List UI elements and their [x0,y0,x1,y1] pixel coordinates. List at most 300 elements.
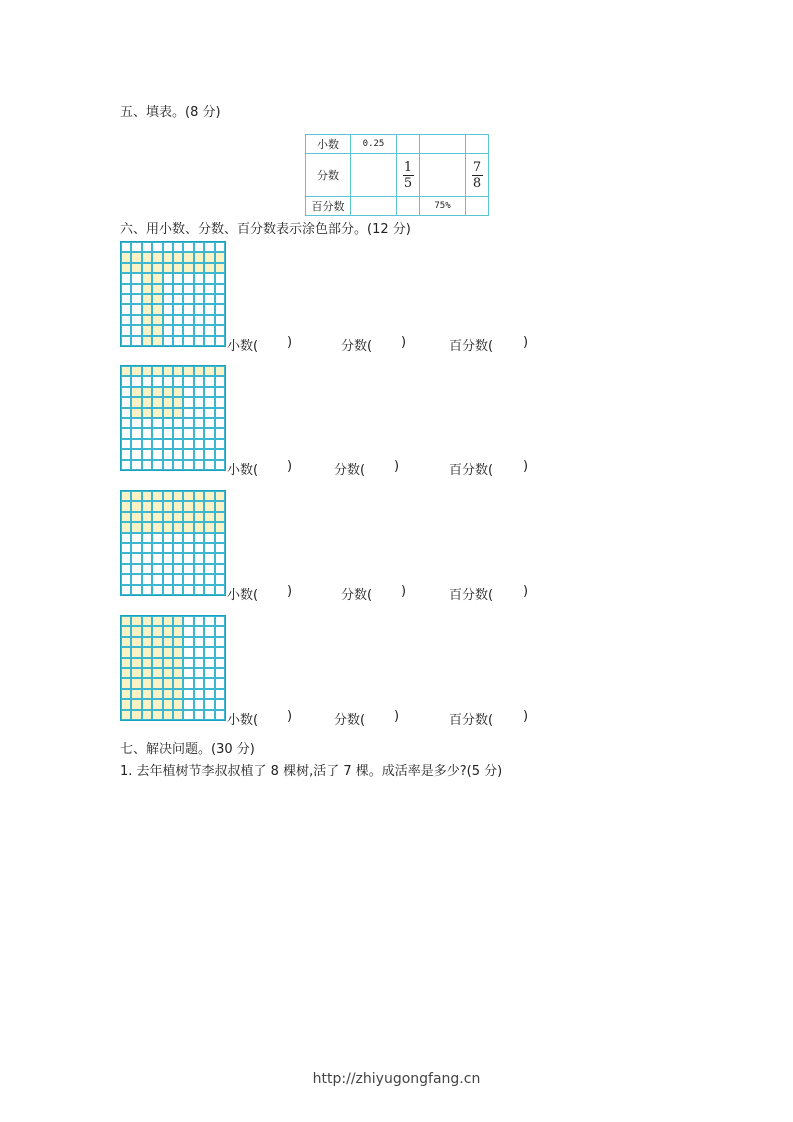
grid-cell [152,616,162,626]
hundred-grid-4 [120,615,226,721]
fraction-label: 分数( [334,713,366,728]
grid-cell [215,616,225,626]
grid-cell [173,574,183,584]
grid-cell [204,522,214,532]
grid-cell [173,501,183,511]
grid-cell [121,522,131,532]
grid-cell [183,408,193,418]
grid-cell [194,668,204,678]
grid-cell [131,668,141,678]
grid-cell [131,252,141,262]
grid-cell [142,336,152,346]
fraction-close: ) [394,459,400,474]
grid-cell [142,242,152,252]
grid-cell [142,626,152,636]
grid-cell [121,710,131,720]
grid-cell [121,491,131,501]
grid-cell [173,336,183,346]
grid-cell [131,564,141,574]
grid-cell [173,304,183,314]
grid-cell [194,647,204,657]
decimal-label: 小数( [227,463,259,478]
grid-cell [131,336,141,346]
grid-cell [121,376,131,386]
grid-cell [215,428,225,438]
grid-cell [142,408,152,418]
grid-cell [204,647,214,657]
grid-cell [163,242,173,252]
hundred-grid-3 [120,490,226,596]
grid-cell [121,273,131,283]
grid-cell [163,408,173,418]
fraction-label: 分数( [341,588,373,603]
grid-cell [194,512,204,522]
grid-cell [152,418,162,428]
grid-cell [142,397,152,407]
grid-cell [152,658,162,668]
grid-cell [131,637,141,647]
grid-cell [152,294,162,304]
grid-cell [173,491,183,501]
grid-cell [142,325,152,335]
grid-cell [142,376,152,386]
grid-cell [163,366,173,376]
grid-cell [131,678,141,688]
grid-cell [194,387,204,397]
grid-cell [215,460,225,470]
grid-cell [215,678,225,688]
grid-cell [173,699,183,709]
grid-cell [183,616,193,626]
grid-cell [163,637,173,647]
grid-cell [215,564,225,574]
grid-cell [121,263,131,273]
grid-cell [131,408,141,418]
grid-cell [204,263,214,273]
grid-cell [152,512,162,522]
grid-cell [204,273,214,283]
grid-cell [163,574,173,584]
grid-cell [204,428,214,438]
grid-cell [131,491,141,501]
grid-cell [194,325,204,335]
grid-cell [152,533,162,543]
grid-cell [152,710,162,720]
grid-cell [131,263,141,273]
grid-cell [183,699,193,709]
row-header-percent: 百分数 [306,197,351,216]
grid-cell [194,553,204,563]
grid-cell [215,304,225,314]
grid-cell [121,574,131,584]
grid-cell [121,460,131,470]
percent-close: ) [523,584,529,599]
grid-cell [194,678,204,688]
grid-cell [152,689,162,699]
grid-cell [215,553,225,563]
hundred-grid-2 [120,365,226,471]
grid-cell [204,387,214,397]
grid-cell [121,658,131,668]
grid-cell [131,626,141,636]
grid-cell [121,512,131,522]
grid-cell [183,637,193,647]
grid-cell [194,689,204,699]
section6-title: 六、用小数、分数、百分数表示涂色部分。(12 分) [120,222,411,237]
grid-cell [131,647,141,657]
grid-cell [183,501,193,511]
fraction-denominator: 5 [403,175,413,191]
grid-cell [131,710,141,720]
grid-cell [204,242,214,252]
grid-cell [173,647,183,657]
grid-cell [204,585,214,595]
percent-label: 百分数( [449,463,494,478]
grid-cell [131,376,141,386]
grid-cell [215,512,225,522]
grid-cell [152,397,162,407]
grid-cell [142,449,152,459]
grid-cell [194,574,204,584]
grid-cell [163,678,173,688]
grid-cell [173,397,183,407]
grid-cell [121,336,131,346]
grid-cell [131,366,141,376]
grid-cell [152,325,162,335]
grid-cell [204,460,214,470]
grid-cell [173,710,183,720]
grid-cell [152,252,162,262]
grid-cell [121,533,131,543]
grid-cell [204,710,214,720]
cell-percent-4[interactable] [466,197,489,216]
grid-cell [173,522,183,532]
grid-cell [121,543,131,553]
grid-cell [152,242,162,252]
grid-cell [163,564,173,574]
grid-cell [131,418,141,428]
grid-cell [131,553,141,563]
grid-cell [204,616,214,626]
fraction-numerator: 7 [472,159,482,175]
grid-cell [173,252,183,262]
cell-decimal-2[interactable] [397,135,420,154]
grid-cell [121,325,131,335]
grid-cell [142,668,152,678]
grid-cell [204,366,214,376]
grid-cell [194,637,204,647]
grid-cell [152,273,162,283]
grid-cell [183,522,193,532]
grid-cell [131,658,141,668]
grid-cell [142,501,152,511]
grid-cell [215,501,225,511]
grid-cell [163,263,173,273]
grid-cell [163,325,173,335]
grid-cell [163,304,173,314]
grid-cell [173,678,183,688]
grid-cell [173,242,183,252]
decimal-label: 小数( [227,588,259,603]
grid-cell [183,273,193,283]
grid-cell [163,294,173,304]
grid-cell [142,252,152,262]
grid-cell [215,689,225,699]
grid-cell [183,263,193,273]
grid-cell [183,574,193,584]
grid-cell [183,418,193,428]
grid-cell [142,564,152,574]
grid-cell [183,543,193,553]
grid-cell [152,522,162,532]
grid-cell [194,284,204,294]
table-row-percent [306,197,489,216]
grid-cell [163,543,173,553]
grid-cell [204,491,214,501]
grid-cell [121,585,131,595]
grid-cell [173,564,183,574]
grid-cell [142,263,152,273]
grid-cell [173,418,183,428]
fraction-label: 分数( [334,463,366,478]
grid-cell [131,512,141,522]
grid-cell [215,647,225,657]
grid-cell [194,408,204,418]
grid-cell [152,315,162,325]
grid-cell [183,336,193,346]
grid-cell [121,439,131,449]
decimal-close: ) [287,709,293,724]
grid-cell [121,366,131,376]
grid-cell [215,637,225,647]
grid-cell [173,273,183,283]
grid-cell [121,501,131,511]
grid-cell [163,491,173,501]
grid-cell [194,460,204,470]
grid-cell [204,284,214,294]
grid-cell [142,460,152,470]
grid-cell [152,439,162,449]
row-header-fraction: 分数 [306,154,351,197]
grid-cell [152,564,162,574]
grid-cell [204,543,214,553]
grid-cell [152,699,162,709]
grid-cell [142,418,152,428]
grid-cell [142,699,152,709]
grid-cell [215,574,225,584]
grid-cell [142,273,152,283]
grid-cell [204,315,214,325]
grid-cell [183,491,193,501]
grid-cell [183,252,193,262]
cell-fraction-3[interactable] [420,154,466,197]
grid-cell [152,543,162,553]
grid-cell [204,376,214,386]
grid-cell [163,428,173,438]
grid-cell [194,242,204,252]
grid-cell [183,449,193,459]
grid-cell [131,689,141,699]
grid-cell [204,678,214,688]
grid-cell [163,658,173,668]
grid-cell [121,678,131,688]
grid-cell [121,315,131,325]
grid-cell [163,647,173,657]
grid-cell [121,564,131,574]
grid-cell [131,616,141,626]
fraction-seven-eighths [471,160,483,191]
grid-cell [152,460,162,470]
grid-cell [194,616,204,626]
grid-cell [152,408,162,418]
grid-cell [121,242,131,252]
grid-cell [163,439,173,449]
cell-percent-1[interactable] [351,197,397,216]
grid-cell [173,325,183,335]
grid-cell [215,263,225,273]
grid-cell [121,553,131,563]
question-1: 1. 去年植树节李叔叔植了 8 棵树,活了 7 棵。成活率是多少?(5 分) [120,764,503,779]
grid-cell [152,637,162,647]
grid-cell [183,564,193,574]
grid-cell [152,626,162,636]
grid-cell [173,449,183,459]
grid-cell [204,553,214,563]
grid-cell [204,658,214,668]
grid-cell [121,252,131,262]
grid-cell [121,647,131,657]
grid-cell [121,668,131,678]
grid-cell [204,668,214,678]
grid-cell [131,574,141,584]
grid-cell [163,376,173,386]
grid-cell [173,658,183,668]
row-header-decimal: 小数 [306,135,351,154]
grid-cell [183,668,193,678]
grid-cell [163,689,173,699]
grid-cell [163,418,173,428]
grid-cell [173,366,183,376]
grid-cell [215,418,225,428]
grid-cell [183,439,193,449]
grid-cell [142,710,152,720]
grid-cell [183,242,193,252]
grid-cell [215,522,225,532]
grid-cell [215,668,225,678]
grid-cell [215,585,225,595]
grid-cell [204,574,214,584]
grid-cell [121,294,131,304]
grid-cell [131,397,141,407]
cell-decimal-4[interactable] [466,135,489,154]
grid-cell [152,284,162,294]
grid-cell [142,294,152,304]
grid-cell [183,376,193,386]
grid-cell [173,689,183,699]
grid-cell [173,543,183,553]
grid-cell [121,689,131,699]
grid-cell [215,273,225,283]
fraction-close: ) [401,584,407,599]
grid-cell [204,439,214,449]
grid-cell [215,449,225,459]
grid-cell [194,710,204,720]
grid-cell [194,366,204,376]
grid-cell [173,263,183,273]
grid-cell [215,242,225,252]
grid-cell [121,626,131,636]
cell-percent-2[interactable] [397,197,420,216]
grid-cell [194,491,204,501]
grid-cell [121,616,131,626]
grid-cell [194,304,204,314]
grid-cell [163,710,173,720]
grid-cell [194,428,204,438]
grid-cell [183,325,193,335]
cell-fraction-1[interactable] [351,154,397,197]
grid-cell [215,366,225,376]
grid-cell [194,658,204,668]
fraction-close: ) [394,709,400,724]
grid-cell [194,699,204,709]
section5-title: 五、填表。(8 分) [120,105,221,120]
grid-cell [152,553,162,563]
grid-cell [163,512,173,522]
grid-cell [142,689,152,699]
grid-cell [183,428,193,438]
grid-cell [152,501,162,511]
decimal-close: ) [287,584,293,599]
grid-cell [194,252,204,262]
grid-cell [194,439,204,449]
grid-cell [173,460,183,470]
grid-cell [152,376,162,386]
grid-cell [131,439,141,449]
grid-cell [163,522,173,532]
grid-cell [142,637,152,647]
cell-decimal-1[interactable]: 0.25 [351,135,397,154]
grid-cell [173,439,183,449]
grid-cell [215,533,225,543]
grid-cell [183,585,193,595]
grid-cell [152,678,162,688]
percent-label: 百分数( [449,588,494,603]
grid-cell [163,460,173,470]
fill-table [305,134,489,216]
cell-decimal-3[interactable] [420,135,466,154]
percent-close: ) [523,709,529,724]
decimal-label: 小数( [227,339,259,354]
grid-cell [204,449,214,459]
grid-cell [204,512,214,522]
grid-cell [215,491,225,501]
grid-cell [194,501,204,511]
grid-cell [173,428,183,438]
grid-cell [142,522,152,532]
grid-cell [204,336,214,346]
grid-cell [183,315,193,325]
cell-percent-3: 75% [420,197,466,216]
grid-cell [121,449,131,459]
hundred-grid-1 [120,241,226,347]
fraction-numerator: 1 [403,159,413,175]
grid-cell [215,543,225,553]
grid-cell [194,564,204,574]
grid-cell [121,418,131,428]
grid-cell [142,491,152,501]
grid-cell [183,387,193,397]
grid-cell [194,522,204,532]
